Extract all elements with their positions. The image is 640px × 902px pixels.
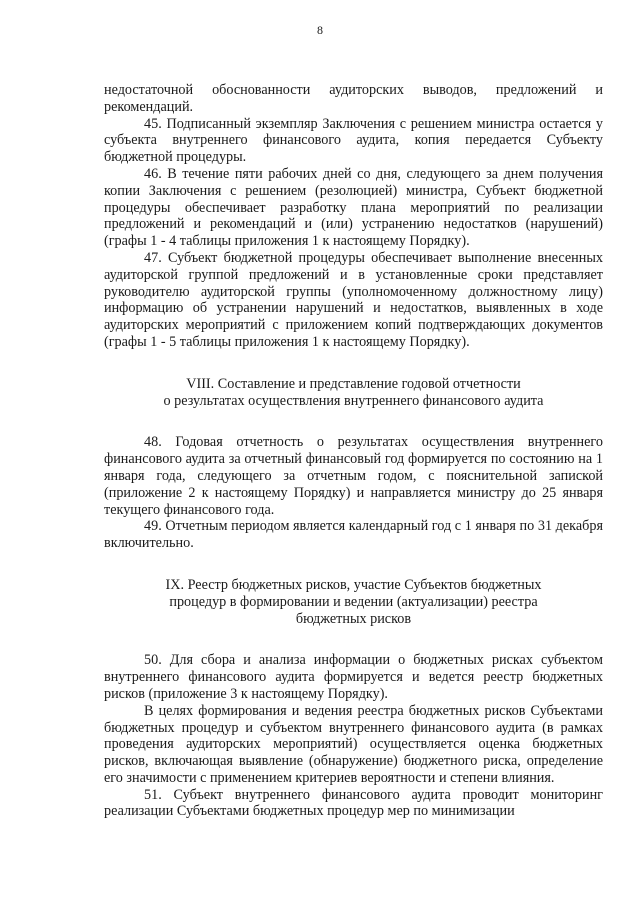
document-body [104,82,603,820]
section-viii-heading-line-1: VIII. Составление и представление годовой отчетности [186,375,521,392]
paragraph-51: 51. Субъект внутреннего финансового аудита проводит мониторинг реализации Субъектами бюджетных процедур мер по минимизации [104,786,603,820]
section-ix-heading-line-1: IX. Реестр бюджетных рисков, участие Субъектов бюджетных [165,576,542,593]
paragraph-49: 49. Отчетным периодом является календарный год с 1 января по 31 декабря включительно. [104,518,603,552]
paragraph-48: 48. Годовая отчетность о результатах осуществления внутреннего финансового аудита за отчетный финансовый год формируется по состоянию на 1 января года, следующего за отчетным годом, с пояснительной запиской (приложение 2 к настоящему Порядку) и направляется министру до 25 января текущего финансового года. [104,434,603,518]
section-viii-heading-line-2: о результатах осуществления внутреннего финансового аудита [163,392,544,409]
section-ix-heading [104,577,603,627]
section-ix-heading-line-3: бюджетных рисков [295,610,412,627]
paragraph-50-continued: В целях формирования и ведения реестра бюджетных рисков Субъектами бюджетных процедур и субъектом внутреннего финансового аудита (в рамках проведения аудиторских мероприятий) осуществляется оценка бюджетных рисков, включающая выявление (обнаружение) бюджетного риска, определение его значимости с применением критериев вероятности и степени влияния. [104,702,603,786]
section-viii-heading [104,376,603,410]
section-ix-heading-line-2: процедур в формировании и ведении (актуализации) реестра [169,593,538,610]
paragraph-47: 47. Субъект бюджетной процедуры обеспечивает выполнение внесенных аудиторской группой предложений и в установленные сроки представляет руководителю аудиторской группы (уполномоченному должностному лицу) информацию об устранении нарушений и недостатков, выявленных в ходе аудиторских мероприятий с приложением копий подтверждающих документов (графы 1 - 5 таблицы приложения 1 к настоящему Порядку). [104,249,603,350]
paragraph-45: 45. Подписанный экземпляр Заключения с решением министра остается у субъекта внутреннего финансового аудита, копия передается Субъекту бюджетной процедуры. [104,115,603,166]
paragraph-46: 46. В течение пяти рабочих дней со дня, следующего за днем получения копии Заключения с решением (резолюцией) министра, Субъект бюджетной процедуры обеспечивает разработку плана мероприятий по реализации предложений и рекомендаций и (или) устранению недостатков (нарушений) (графы 1 - 4 таблицы приложения 1 к настоящему Порядку). [104,165,603,250]
paragraph-50: 50. Для сбора и анализа информации о бюджетных рисках субъектом внутреннего финансового аудита формируется и ведется реестр бюджетных рисков (приложение 3 к настоящему Порядку). [104,652,603,702]
page-number: 8 [317,23,323,37]
paragraph-continuation: недостаточной обоснованности аудиторских выводов, предложений и рекомендаций. [104,82,603,115]
